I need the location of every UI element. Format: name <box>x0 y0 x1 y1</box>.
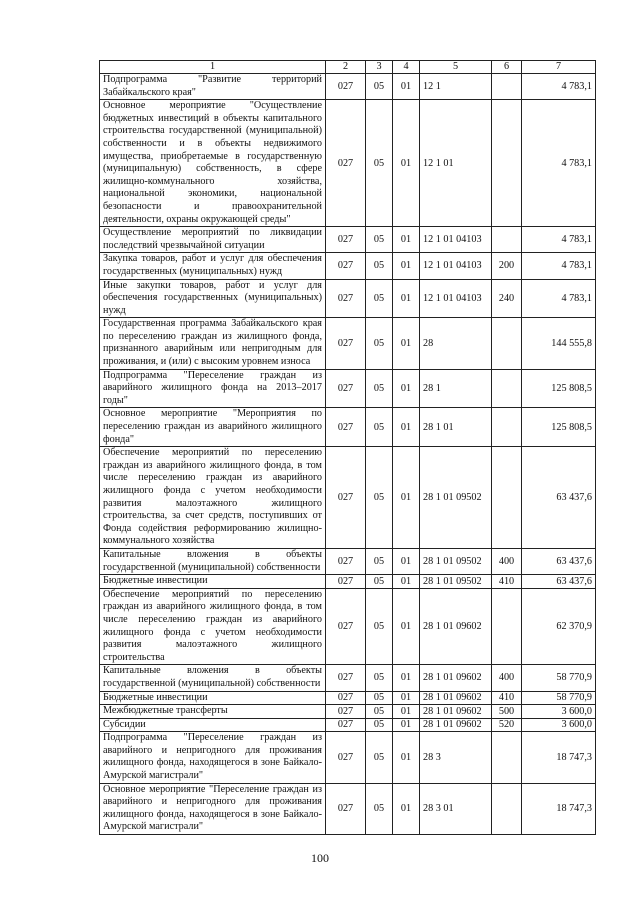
subsection-code-cell: 01 <box>393 718 420 732</box>
table-row <box>100 783 596 834</box>
amount-cell: 62 370,9 <box>522 588 596 665</box>
table-row <box>100 718 596 732</box>
table-row <box>100 691 596 705</box>
table-row <box>100 369 596 408</box>
expense-type-cell: 200 <box>492 253 522 279</box>
amount-cell: 63 437,6 <box>522 548 596 574</box>
section-code-cell: 05 <box>366 447 393 549</box>
ministry-code-cell: 027 <box>326 575 366 589</box>
amount-cell: 4 783,1 <box>522 253 596 279</box>
subsection-code-cell: 01 <box>393 705 420 719</box>
amount-cell: 63 437,6 <box>522 447 596 549</box>
target-article-cell: 28 3 <box>420 732 492 783</box>
target-article-cell: 12 1 01 04103 <box>420 279 492 318</box>
ministry-code-cell: 027 <box>326 100 366 227</box>
column-header: 4 <box>393 61 420 74</box>
row-name-cell: Государственная программа Забайкальского края по переселению граждан из жилищного фонда, признанного аварийным или непригодным для проживания, и (или) с высоким уровнем износа <box>100 318 326 369</box>
section-code-cell: 05 <box>366 705 393 719</box>
row-name-cell: Обеспечение мероприятий по переселению граждан из аварийного жилищного фонда, в том числе переселению граждан из аварийного жилищного фонда с учетом необходимости развития малоэтажного жилищного строительства <box>100 588 326 665</box>
ministry-code-cell: 027 <box>326 408 366 447</box>
row-name-cell: Основное мероприятие "Мероприятия по переселению граждан из аварийного жилищного фонда" <box>100 408 326 447</box>
target-article-cell: 28 1 01 09602 <box>420 705 492 719</box>
section-code-cell: 05 <box>366 718 393 732</box>
table-row <box>100 588 596 665</box>
amount-cell: 4 783,1 <box>522 100 596 227</box>
row-name-cell: Подпрограмма "Переселение граждан из аварийного жилищного фонда на 2013–2017 годы" <box>100 369 326 408</box>
target-article-cell: 12 1 01 04103 <box>420 227 492 253</box>
table-row <box>100 318 596 369</box>
amount-cell: 125 808,5 <box>522 408 596 447</box>
section-code-cell: 05 <box>366 783 393 834</box>
expense-type-cell <box>492 74 522 100</box>
ministry-code-cell: 027 <box>326 227 366 253</box>
ministry-code-cell: 027 <box>326 74 366 100</box>
subsection-code-cell: 01 <box>393 548 420 574</box>
table-row <box>100 732 596 783</box>
section-code-cell: 05 <box>366 100 393 227</box>
amount-cell: 3 600,0 <box>522 718 596 732</box>
subsection-code-cell: 01 <box>393 227 420 253</box>
expense-type-cell: 500 <box>492 705 522 719</box>
target-article-cell: 28 1 01 09502 <box>420 548 492 574</box>
row-name-cell: Основное мероприятие "Осуществление бюджетных инвестиций в объекты капитального строительства государственной (муниципальной) собственности и в объекты недвижимого имущества, приобретаемые в государственную (муниципальную) собственность, в сфере жилищно-коммунального хозяйства, национальной экономики, национальной безопасности и правоохранительной деятельности, охраны окружающей среды" <box>100 100 326 227</box>
row-name-cell: Осуществление мероприятий по ликвидации последствий чрезвычайной ситуации <box>100 227 326 253</box>
section-code-cell: 05 <box>366 253 393 279</box>
table-row <box>100 575 596 589</box>
target-article-cell: 28 <box>420 318 492 369</box>
subsection-code-cell: 01 <box>393 447 420 549</box>
ministry-code-cell: 027 <box>326 447 366 549</box>
section-code-cell: 05 <box>366 279 393 318</box>
expense-type-cell <box>492 100 522 227</box>
table-row <box>100 279 596 318</box>
row-name-cell: Подпрограмма "Развитие территорий Забайкальского края" <box>100 74 326 100</box>
subsection-code-cell: 01 <box>393 253 420 279</box>
expense-type-cell: 400 <box>492 548 522 574</box>
target-article-cell: 12 1 01 04103 <box>420 253 492 279</box>
column-header: 2 <box>326 61 366 74</box>
expense-type-cell <box>492 369 522 408</box>
ministry-code-cell: 027 <box>326 369 366 408</box>
table-row <box>100 447 596 549</box>
ministry-code-cell: 027 <box>326 691 366 705</box>
column-header: 7 <box>522 61 596 74</box>
header-row <box>100 61 596 74</box>
expense-type-cell <box>492 447 522 549</box>
subsection-code-cell: 01 <box>393 318 420 369</box>
section-code-cell: 05 <box>366 548 393 574</box>
subsection-code-cell: 01 <box>393 369 420 408</box>
amount-cell: 18 747,3 <box>522 783 596 834</box>
subsection-code-cell: 01 <box>393 74 420 100</box>
ministry-code-cell: 027 <box>326 718 366 732</box>
ministry-code-cell: 027 <box>326 732 366 783</box>
column-header: 1 <box>100 61 326 74</box>
row-name-cell: Обеспечение мероприятий по переселению граждан из аварийного жилищного фонда, в том числе переселению граждан из аварийного жилищного фонда с учетом необходимости развития малоэтажного жилищного строительства, за счет средств, поступивших от Фонда содействия реформированию жилищно-коммунального хозяйства <box>100 447 326 549</box>
column-header: 5 <box>420 61 492 74</box>
section-code-cell: 05 <box>366 691 393 705</box>
expense-type-cell <box>492 318 522 369</box>
ministry-code-cell: 027 <box>326 318 366 369</box>
ministry-code-cell: 027 <box>326 783 366 834</box>
table-row <box>100 253 596 279</box>
page-number: 100 <box>311 851 329 865</box>
target-article-cell: 28 1 01 09602 <box>420 691 492 705</box>
section-code-cell: 05 <box>366 665 393 691</box>
row-name-cell: Капитальные вложения в объекты государственной (муниципальной) собственности <box>100 665 326 691</box>
ministry-code-cell: 027 <box>326 705 366 719</box>
subsection-code-cell: 01 <box>393 665 420 691</box>
row-name-cell: Капитальные вложения в объекты государственной (муниципальной) собственности <box>100 548 326 574</box>
row-name-cell: Субсидии <box>100 718 326 732</box>
section-code-cell: 05 <box>366 227 393 253</box>
expense-type-cell <box>492 227 522 253</box>
section-code-cell: 05 <box>366 318 393 369</box>
target-article-cell: 28 1 01 09602 <box>420 718 492 732</box>
subsection-code-cell: 01 <box>393 588 420 665</box>
row-name-cell: Подпрограмма "Переселение граждан из аварийного и непригодного для проживания жилищного фонда, находящегося в зоне Байкало-Амурской магистрали" <box>100 732 326 783</box>
ministry-code-cell: 027 <box>326 253 366 279</box>
ministry-code-cell: 027 <box>326 665 366 691</box>
amount-cell: 58 770,9 <box>522 665 596 691</box>
table-row <box>100 100 596 227</box>
subsection-code-cell: 01 <box>393 100 420 227</box>
expense-type-cell: 520 <box>492 718 522 732</box>
budget-table <box>99 60 596 835</box>
expense-type-cell: 410 <box>492 691 522 705</box>
ministry-code-cell: 027 <box>326 279 366 318</box>
section-code-cell: 05 <box>366 588 393 665</box>
table-row <box>100 548 596 574</box>
ministry-code-cell: 027 <box>326 588 366 665</box>
target-article-cell: 28 1 01 09602 <box>420 588 492 665</box>
amount-cell: 144 555,8 <box>522 318 596 369</box>
section-code-cell: 05 <box>366 732 393 783</box>
section-code-cell: 05 <box>366 74 393 100</box>
section-code-cell: 05 <box>366 408 393 447</box>
subsection-code-cell: 01 <box>393 575 420 589</box>
amount-cell: 125 808,5 <box>522 369 596 408</box>
expense-type-cell <box>492 408 522 447</box>
expense-type-cell <box>492 783 522 834</box>
expense-type-cell: 410 <box>492 575 522 589</box>
subsection-code-cell: 01 <box>393 732 420 783</box>
row-name-cell: Межбюджетные трансферты <box>100 705 326 719</box>
table-row <box>100 665 596 691</box>
table-row <box>100 705 596 719</box>
target-article-cell: 28 1 01 09602 <box>420 665 492 691</box>
target-article-cell: 28 1 <box>420 369 492 408</box>
row-name-cell: Основное мероприятие "Переселение граждан из аварийного и непригодного для проживания жилищного фонда, находящегося в зоне Байкало-Амурской магистрали" <box>100 783 326 834</box>
amount-cell: 4 783,1 <box>522 74 596 100</box>
expense-type-cell <box>492 732 522 783</box>
row-name-cell: Закупка товаров, работ и услуг для обеспечения государственных (муниципальных) нужд <box>100 253 326 279</box>
row-name-cell: Иные закупки товаров, работ и услуг для обеспечения государственных (муниципальных) нужд <box>100 279 326 318</box>
table-row <box>100 227 596 253</box>
ministry-code-cell: 027 <box>326 548 366 574</box>
subsection-code-cell: 01 <box>393 783 420 834</box>
target-article-cell: 12 1 01 <box>420 100 492 227</box>
column-header: 6 <box>492 61 522 74</box>
amount-cell: 3 600,0 <box>522 705 596 719</box>
expense-type-cell: 400 <box>492 665 522 691</box>
amount-cell: 18 747,3 <box>522 732 596 783</box>
subsection-code-cell: 01 <box>393 691 420 705</box>
section-code-cell: 05 <box>366 575 393 589</box>
expense-type-cell <box>492 588 522 665</box>
target-article-cell: 28 1 01 09502 <box>420 575 492 589</box>
table-row <box>100 74 596 100</box>
row-name-cell: Бюджетные инвестиции <box>100 691 326 705</box>
row-name-cell: Бюджетные инвестиции <box>100 575 326 589</box>
target-article-cell: 28 1 01 <box>420 408 492 447</box>
target-article-cell: 12 1 <box>420 74 492 100</box>
subsection-code-cell: 01 <box>393 279 420 318</box>
amount-cell: 4 783,1 <box>522 227 596 253</box>
table-row <box>100 408 596 447</box>
expense-type-cell: 240 <box>492 279 522 318</box>
subsection-code-cell: 01 <box>393 408 420 447</box>
amount-cell: 4 783,1 <box>522 279 596 318</box>
target-article-cell: 28 3 01 <box>420 783 492 834</box>
amount-cell: 58 770,9 <box>522 691 596 705</box>
amount-cell: 63 437,6 <box>522 575 596 589</box>
column-header: 3 <box>366 61 393 74</box>
section-code-cell: 05 <box>366 369 393 408</box>
target-article-cell: 28 1 01 09502 <box>420 447 492 549</box>
